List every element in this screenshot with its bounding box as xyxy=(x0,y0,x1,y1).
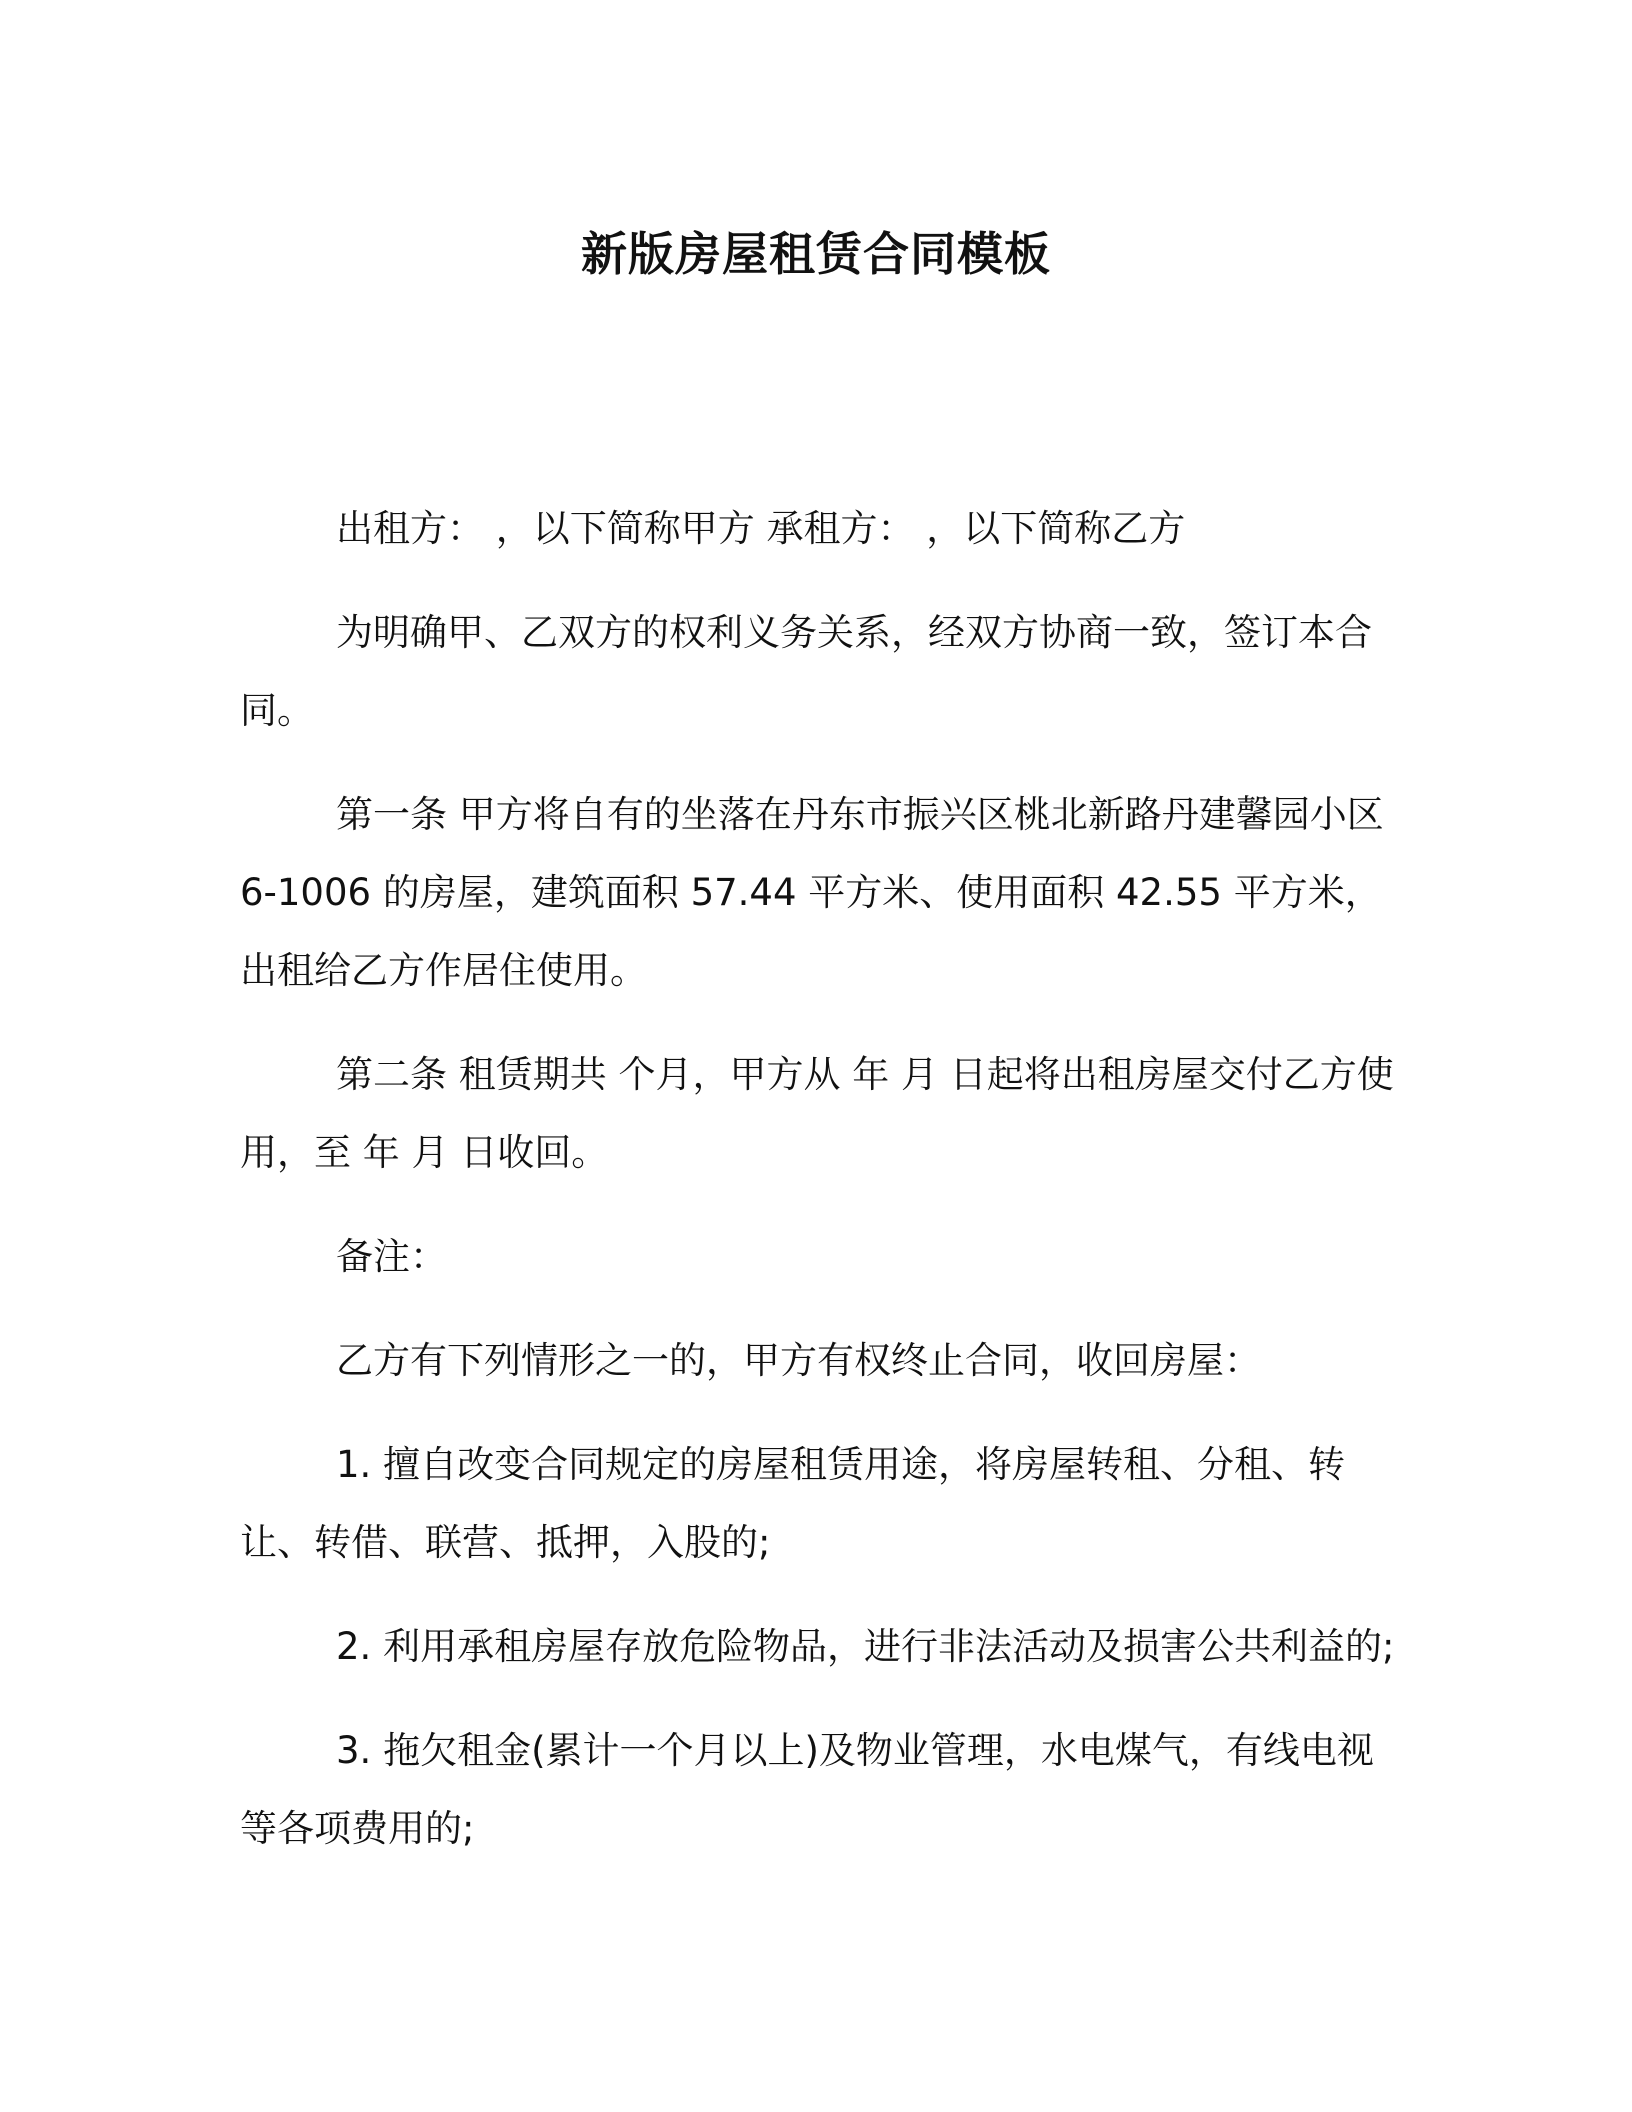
termination-intro-paragraph: 乙方有下列情形之一的，甲方有权终止合同，收回房屋： xyxy=(336,1339,1261,1382)
article-one-paragraph: 第一条 甲方将自有的坐落在丹东市振兴区桃北新路丹建馨园小区 6-1006 的房屋，建筑面积 57.44 平方米、使用面积 42.55 平方米，出租给乙方作居住使用。 xyxy=(240,793,1384,992)
document-title: 新版房屋租赁合同模板 xyxy=(581,227,1051,281)
article-two-paragraph: 第二条 租赁期共 个月，甲方从 年 月 日起将出租房屋交付乙方使用，至 年 月 日收回。 xyxy=(240,1053,1394,1174)
parties-paragraph: 出租方： ，以下简称甲方 承租方： ，以下简称乙方 xyxy=(336,507,1186,550)
termination-item-2: 2. 利用承租房屋存放危险物品，进行非法活动及损害公共利益的; xyxy=(336,1625,1395,1668)
document-body xyxy=(240,490,1400,1894)
termination-item-1: 1. 擅自改变合同规定的房屋租赁用途，将房屋转租、分租、转让、转借、联营、抵押，入股的; xyxy=(240,1443,1346,1564)
remarks-heading: 备注： xyxy=(336,1235,447,1278)
termination-item-3: 3. 拖欠租金(累计一个月以上)及物业管理，水电煤气，有线电视等各项费用的; xyxy=(240,1729,1374,1850)
intro-paragraph: 为明确甲、乙双方的权利义务关系，经双方协商一致，签订本合同。 xyxy=(240,611,1372,732)
